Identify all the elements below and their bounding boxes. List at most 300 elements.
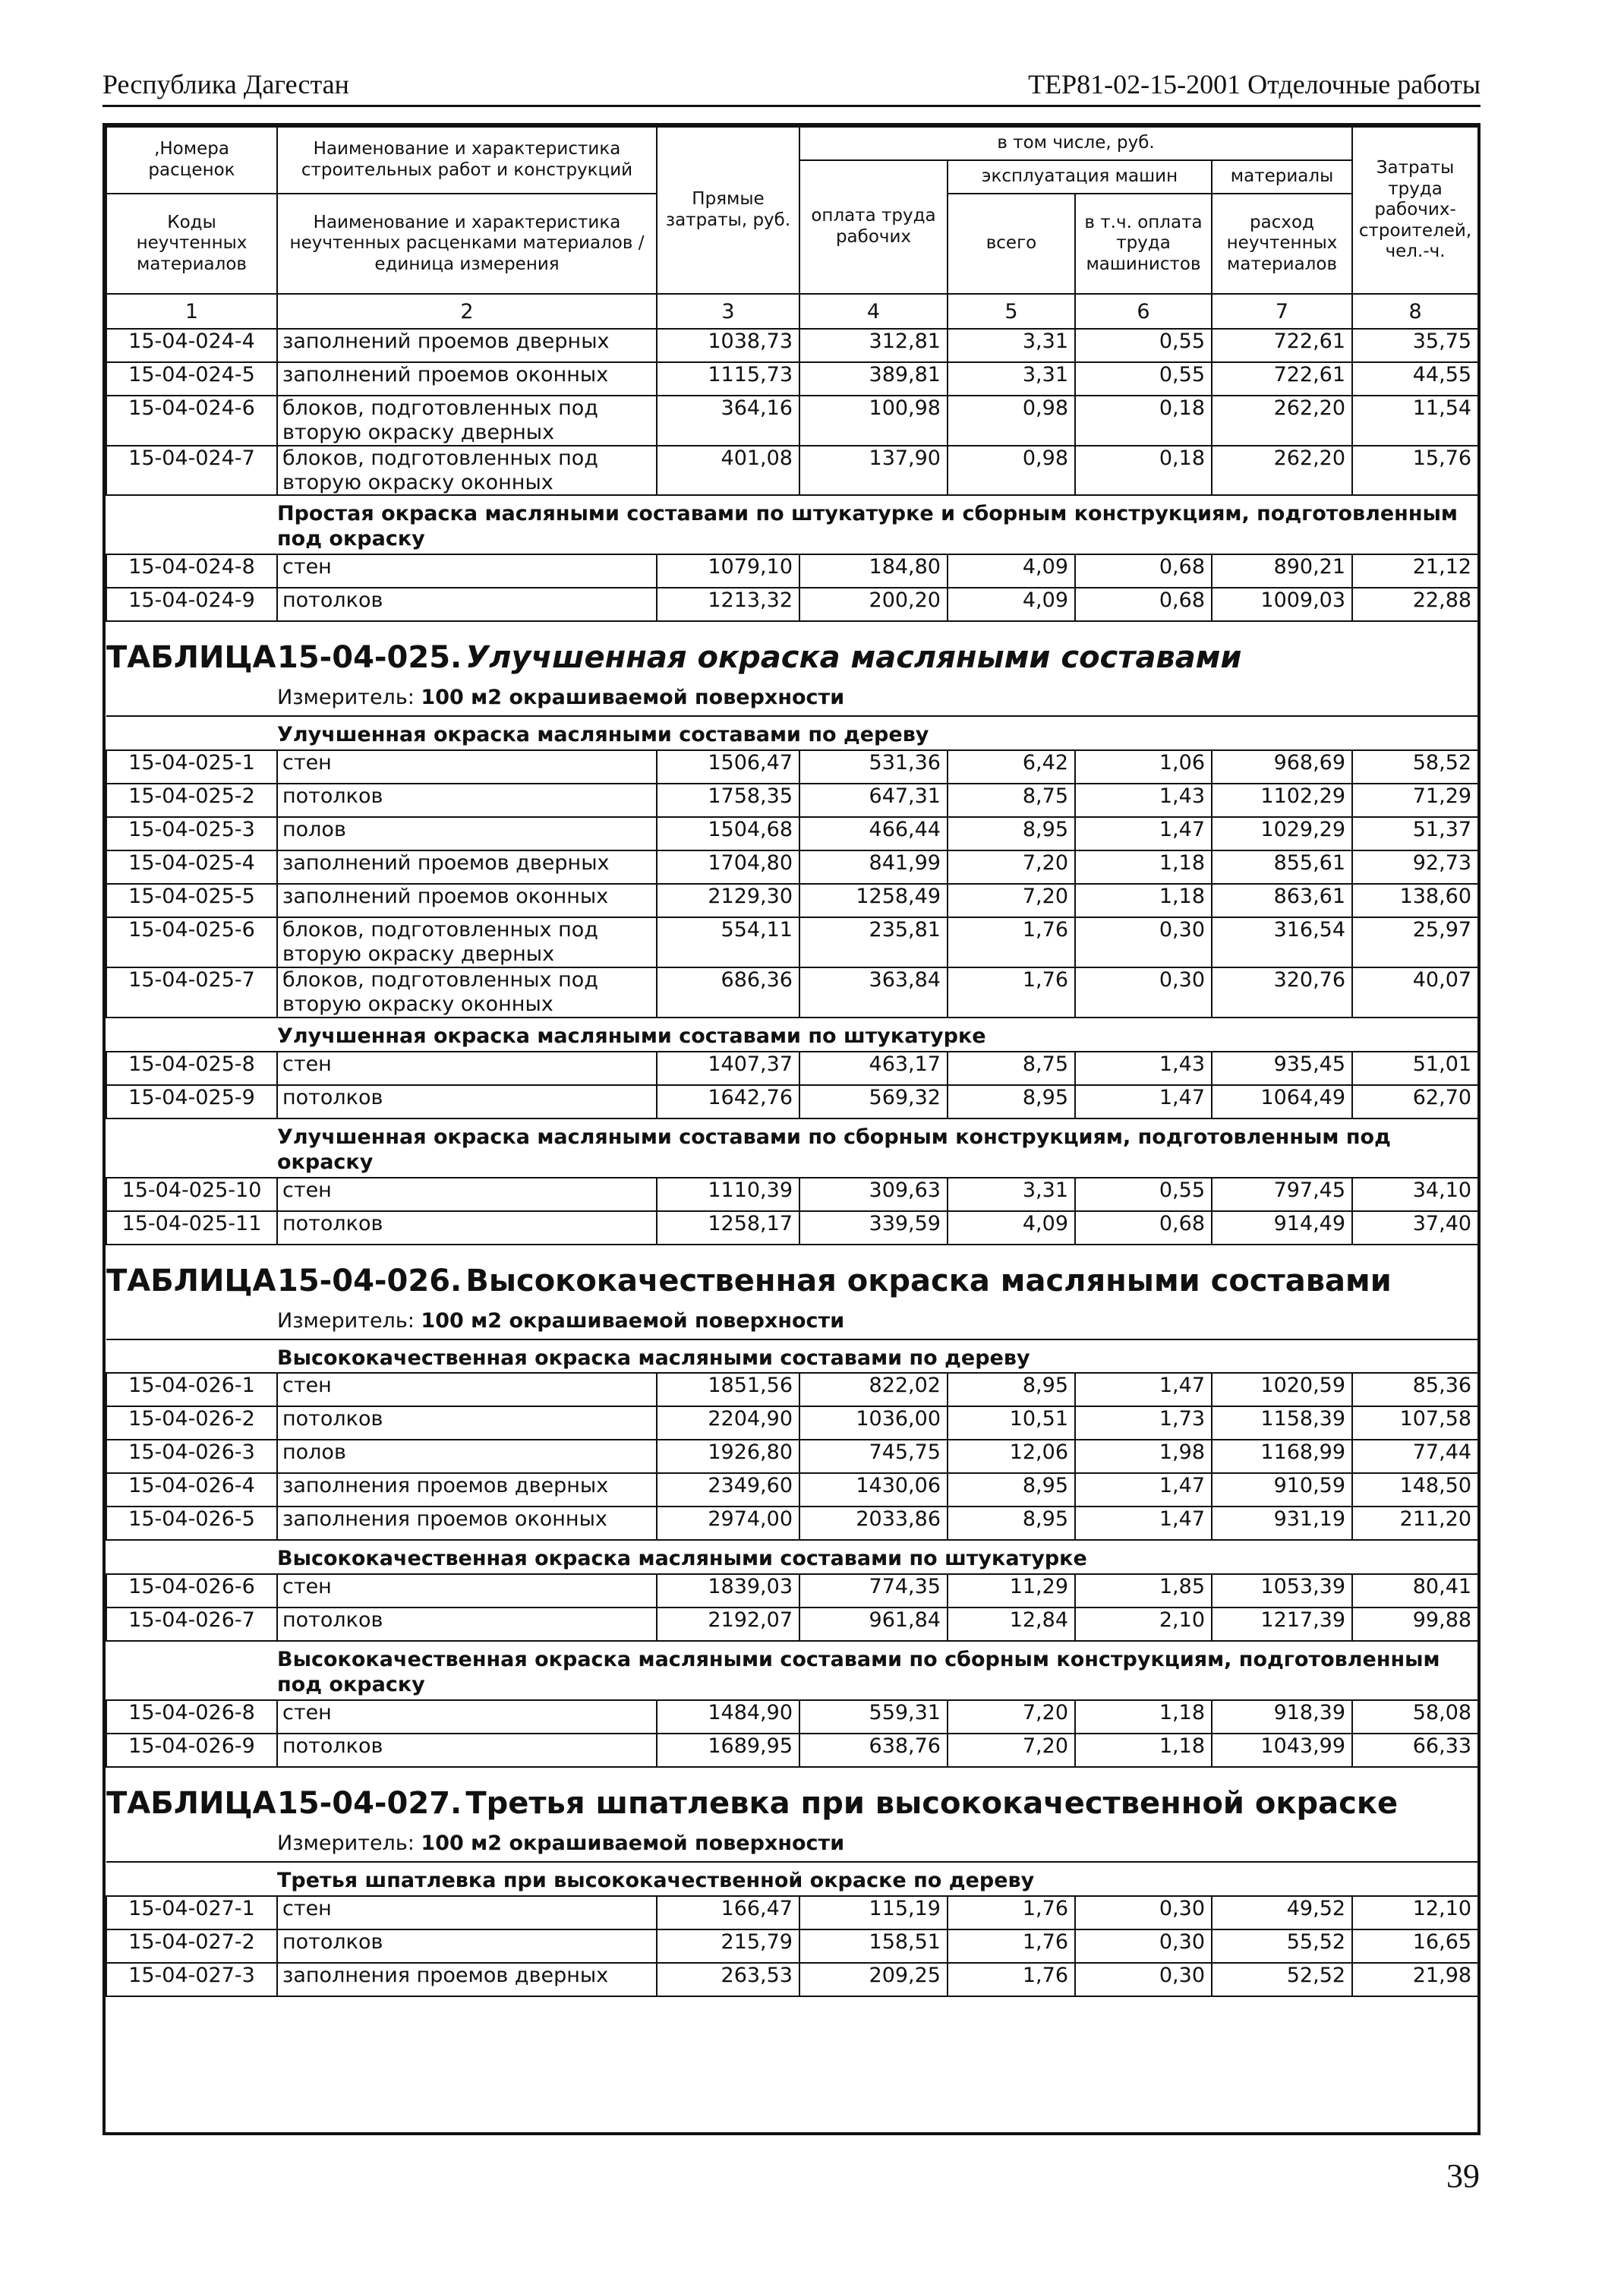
labor-hours-value: 62,70 (1352, 1085, 1478, 1118)
labor-pay-value: 559,31 (799, 1700, 948, 1734)
rate-row (106, 1507, 1478, 1540)
machines-total-value: 8,95 (948, 1507, 1075, 1540)
machinists-pay-value: 1,73 (1075, 1406, 1212, 1440)
work-name: потолков (277, 1085, 657, 1118)
rate-code: 15-04-026-8 (106, 1700, 277, 1734)
materials-value: 49,52 (1212, 1896, 1352, 1929)
region-name: Республика Дагестан (102, 69, 349, 99)
machinists-pay-value: 0,68 (1075, 554, 1212, 588)
section-heading: Улучшенная окраска масляными составами по штукатурке (277, 1018, 1478, 1052)
machinists-pay-value: 1,47 (1075, 1507, 1212, 1540)
header-machines-total: всего (948, 194, 1075, 294)
materials-value: 1020,59 (1212, 1373, 1352, 1406)
materials-value: 1053,39 (1212, 1574, 1352, 1608)
column-number: 1 (106, 294, 277, 329)
table-name: Высококачественная окраска масляными составами (465, 1263, 1392, 1298)
machinists-pay-value: 1,06 (1075, 750, 1212, 784)
rate-code: 15-04-027-1 (106, 1896, 277, 1929)
direct-costs-value: 2129,30 (657, 884, 799, 917)
labor-pay-value: 339,59 (799, 1211, 948, 1245)
machines-total-value: 8,95 (948, 1373, 1075, 1406)
machinists-pay-value: 0,68 (1075, 588, 1212, 621)
header-labor-pay: оплата труда рабочих (799, 160, 948, 294)
machinists-pay-value: 0,30 (1075, 967, 1212, 1018)
labor-pay-value: 309,63 (799, 1178, 948, 1211)
rate-code: 15-04-026-3 (106, 1440, 277, 1473)
work-name: блоков, подготовленных под вторую окраску оконных (277, 446, 657, 496)
rate-code: 15-04-024-5 (106, 362, 277, 396)
direct-costs-value: 2204,90 (657, 1406, 799, 1440)
labor-hours-value: 51,37 (1352, 817, 1478, 850)
column-number: 5 (948, 294, 1075, 329)
labor-pay-value: 463,17 (799, 1052, 948, 1085)
work-name: потолков (277, 588, 657, 621)
machinists-pay-value: 1,43 (1075, 784, 1212, 817)
labor-pay-value: 638,76 (799, 1734, 948, 1767)
machinists-pay-value: 0,30 (1075, 1929, 1212, 1963)
labor-hours-value: 77,44 (1352, 1440, 1478, 1473)
labor-pay-value: 466,44 (799, 817, 948, 850)
rate-code: 15-04-026-7 (106, 1608, 277, 1641)
labor-hours-value: 148,50 (1352, 1473, 1478, 1507)
page-number: 39 (1446, 2157, 1480, 2194)
section-heading-row (106, 1862, 1478, 1896)
meter-row (106, 1306, 1478, 1339)
header-machine-operation: эксплуатация машин (948, 160, 1212, 194)
machines-total-value: 7,20 (948, 884, 1075, 917)
materials-value: 890,21 (1212, 554, 1352, 588)
rate-row (106, 1700, 1478, 1734)
section-heading: Третья шпатлевка при высококачественной окраске по дереву (277, 1862, 1478, 1896)
materials-value: 863,61 (1212, 884, 1352, 917)
direct-costs-value: 1407,37 (657, 1052, 799, 1085)
rate-code: 15-04-026-1 (106, 1373, 277, 1406)
labor-hours-value: 44,55 (1352, 362, 1478, 396)
table-title-row (106, 1245, 1478, 1306)
header-rate-numbers: ,Номера расценок (106, 127, 277, 194)
section-heading: Простая окраска масляными составами по штукатурке и сборным конструкциям, подготовленным под окраску (277, 495, 1478, 554)
direct-costs-value: 1079,10 (657, 554, 799, 588)
machines-total-value: 1,76 (948, 1929, 1075, 1963)
labor-hours-value: 21,12 (1352, 554, 1478, 588)
section-spacer (106, 495, 277, 554)
machines-total-value: 12,84 (948, 1608, 1075, 1641)
materials-value: 935,45 (1212, 1052, 1352, 1085)
materials-value: 797,45 (1212, 1178, 1352, 1211)
meter-value: 100 м2 окрашиваемой поверхности (421, 686, 845, 710)
machinists-pay-value: 1,43 (1075, 1052, 1212, 1085)
direct-costs-value: 554,11 (657, 917, 799, 967)
direct-costs-value: 263,53 (657, 1963, 799, 1996)
rate-code: 15-04-026-5 (106, 1507, 277, 1540)
machines-total-value: 6,42 (948, 750, 1075, 784)
rate-code: 15-04-024-7 (106, 446, 277, 496)
direct-costs-value: 2974,00 (657, 1507, 799, 1540)
work-name: стен (277, 1700, 657, 1734)
work-name: заполнений проемов дверных (277, 329, 657, 362)
machinists-pay-value: 0,55 (1075, 362, 1212, 396)
meter-row (106, 1828, 1478, 1862)
labor-hours-value: 16,65 (1352, 1929, 1478, 1963)
work-name: заполнения проемов дверных (277, 1963, 657, 1996)
labor-pay-value: 184,80 (799, 554, 948, 588)
rate-row (106, 396, 1478, 446)
rate-code: 15-04-026-2 (106, 1406, 277, 1440)
machinists-pay-value: 1,85 (1075, 1574, 1212, 1608)
meter (277, 683, 1478, 716)
machines-total-value: 3,31 (948, 1178, 1075, 1211)
materials-value: 1029,29 (1212, 817, 1352, 850)
rates-table (106, 126, 1479, 1997)
work-name: стен (277, 1178, 657, 1211)
machines-total-value: 12,06 (948, 1440, 1075, 1473)
materials-value: 914,49 (1212, 1211, 1352, 1245)
rate-code: 15-04-025-3 (106, 817, 277, 850)
table-number: 15-04-025. (277, 640, 462, 676)
meter-row (106, 683, 1478, 716)
rate-code: 15-04-026-9 (106, 1734, 277, 1767)
materials-value: 722,61 (1212, 362, 1352, 396)
section-heading-row (106, 1118, 1478, 1178)
labor-hours-value: 58,52 (1352, 750, 1478, 784)
labor-pay-value: 822,02 (799, 1373, 948, 1406)
labor-pay-value: 531,36 (799, 750, 948, 784)
work-name: потолков (277, 1608, 657, 1641)
labor-pay-value: 961,84 (799, 1608, 948, 1641)
section-heading-row (106, 1641, 1478, 1700)
labor-pay-value: 115,19 (799, 1896, 948, 1929)
rate-row (106, 1178, 1478, 1211)
rate-row (106, 329, 1478, 362)
work-name: потолков (277, 784, 657, 817)
table-title (106, 1245, 1478, 1306)
machinists-pay-value: 1,47 (1075, 1373, 1212, 1406)
labor-pay-value: 647,31 (799, 784, 948, 817)
header-work-name: Наименование и характеристика строительных работ и конструкций (277, 127, 657, 194)
work-name: полов (277, 817, 657, 850)
materials-value: 918,39 (1212, 1700, 1352, 1734)
rate-row (106, 1608, 1478, 1641)
column-number: 3 (657, 294, 799, 329)
materials-value: 1168,99 (1212, 1440, 1352, 1473)
machinists-pay-value: 1,47 (1075, 817, 1212, 850)
machinists-pay-value: 1,98 (1075, 1440, 1212, 1473)
labor-pay-value: 1430,06 (799, 1473, 948, 1507)
labor-pay-value: 774,35 (799, 1574, 948, 1608)
table-title-row (106, 621, 1478, 683)
labor-hours-value: 66,33 (1352, 1734, 1478, 1767)
machinists-pay-value: 2,10 (1075, 1608, 1212, 1641)
direct-costs-value: 215,79 (657, 1929, 799, 1963)
rate-code: 15-04-025-2 (106, 784, 277, 817)
direct-costs-value: 1484,90 (657, 1700, 799, 1734)
work-name: стен (277, 554, 657, 588)
machinists-pay-value: 0,55 (1075, 1178, 1212, 1211)
materials-value: 52,52 (1212, 1963, 1352, 1996)
labor-pay-value: 137,90 (799, 446, 948, 496)
rate-row (106, 1440, 1478, 1473)
direct-costs-value: 1038,73 (657, 329, 799, 362)
labor-pay-value: 745,75 (799, 1440, 948, 1473)
direct-costs-value: 1258,17 (657, 1211, 799, 1245)
rate-code: 15-04-025-6 (106, 917, 277, 967)
machines-total-value: 3,31 (948, 362, 1075, 396)
materials-value: 1009,03 (1212, 588, 1352, 621)
machines-total-value: 1,76 (948, 1963, 1075, 1996)
section-spacer (106, 716, 277, 750)
labor-hours-value: 25,97 (1352, 917, 1478, 967)
machines-total-value: 4,09 (948, 1211, 1075, 1245)
labor-hours-value: 15,76 (1352, 446, 1478, 496)
section-heading-row (106, 1339, 1478, 1374)
rates-table-frame (102, 123, 1481, 2135)
materials-value: 968,69 (1212, 750, 1352, 784)
table-name: Улучшенная окраска масляными составами (465, 640, 1242, 676)
rate-row (106, 1734, 1478, 1767)
machinists-pay-value: 1,18 (1075, 1734, 1212, 1767)
meter-value: 100 м2 окрашиваемой поверхности (421, 1308, 845, 1333)
machinists-pay-value: 0,55 (1075, 329, 1212, 362)
materials-value: 262,20 (1212, 396, 1352, 446)
direct-costs-value: 1213,32 (657, 588, 799, 621)
rate-row (106, 1929, 1478, 1963)
work-name: стен (277, 1052, 657, 1085)
section-heading: Улучшенная окраска масляными составами по дереву (277, 716, 1478, 750)
column-number: 6 (1075, 294, 1212, 329)
rate-code: 15-04-026-4 (106, 1473, 277, 1507)
rate-code: 15-04-025-8 (106, 1052, 277, 1085)
direct-costs-value: 1758,35 (657, 784, 799, 817)
materials-value: 320,76 (1212, 967, 1352, 1018)
labor-hours-value: 92,73 (1352, 850, 1478, 884)
machines-total-value: 10,51 (948, 1406, 1075, 1440)
direct-costs-value: 1704,80 (657, 850, 799, 884)
labor-hours-value: 138,60 (1352, 884, 1478, 917)
meter-spacer (106, 1306, 277, 1339)
rate-row (106, 1574, 1478, 1608)
work-name: потолков (277, 1406, 657, 1440)
meter (277, 1306, 1478, 1339)
labor-pay-value: 100,98 (799, 396, 948, 446)
rate-code: 15-04-025-5 (106, 884, 277, 917)
column-number: 8 (1352, 294, 1478, 329)
meter-value: 100 м2 окрашиваемой поверхности (421, 1832, 845, 1856)
work-name: потолков (277, 1734, 657, 1767)
machines-total-value: 4,09 (948, 554, 1075, 588)
labor-pay-value: 200,20 (799, 588, 948, 621)
labor-hours-value: 80,41 (1352, 1574, 1478, 1608)
work-name: заполнений проемов оконных (277, 884, 657, 917)
rate-code: 15-04-025-11 (106, 1211, 277, 1245)
meter-label: Измеритель: (277, 1308, 415, 1333)
meter-spacer (106, 1828, 277, 1862)
rate-row (106, 1211, 1478, 1245)
section-heading: Улучшенная окраска масляными составами по сборным конструкциям, подготовленным под окраску (277, 1118, 1478, 1178)
machinists-pay-value: 0,30 (1075, 1963, 1212, 1996)
machines-total-value: 4,09 (948, 588, 1075, 621)
rate-row (106, 1052, 1478, 1085)
table-label: ТАБЛИЦА (106, 1786, 276, 1822)
machinists-pay-value: 1,18 (1075, 850, 1212, 884)
labor-hours-value: 51,01 (1352, 1052, 1478, 1085)
machinists-pay-value: 1,18 (1075, 884, 1212, 917)
labor-hours-value: 107,58 (1352, 1406, 1478, 1440)
rates-table-body (106, 127, 1478, 1996)
labor-pay-value: 209,25 (799, 1963, 948, 1996)
labor-hours-value: 58,08 (1352, 1700, 1478, 1734)
materials-value: 1217,39 (1212, 1608, 1352, 1641)
labor-hours-value: 99,88 (1352, 1608, 1478, 1641)
header-row-1 (106, 127, 1478, 160)
machines-total-value: 7,20 (948, 1734, 1075, 1767)
section-spacer (106, 1862, 277, 1896)
labor-pay-value: 1036,00 (799, 1406, 948, 1440)
work-name: потолков (277, 1211, 657, 1245)
direct-costs-value: 1839,03 (657, 1574, 799, 1608)
column-number: 7 (1212, 294, 1352, 329)
labor-pay-value: 841,99 (799, 850, 948, 884)
work-name: заполнения проемов оконных (277, 1507, 657, 1540)
labor-hours-value: 12,10 (1352, 1896, 1478, 1929)
table-title-row (106, 1767, 1478, 1828)
rate-code: 15-04-024-6 (106, 396, 277, 446)
machines-total-value: 0,98 (948, 396, 1075, 446)
page-header (102, 62, 1481, 107)
rate-code: 15-04-025-9 (106, 1085, 277, 1118)
table-title (106, 621, 1478, 683)
materials-value: 931,19 (1212, 1507, 1352, 1540)
column-number: 4 (799, 294, 948, 329)
header-machinists-pay: в т.ч. оплата труда машинистов (1075, 194, 1212, 294)
machinists-pay-value: 1,47 (1075, 1473, 1212, 1507)
labor-pay-value: 363,84 (799, 967, 948, 1018)
rate-code: 15-04-025-4 (106, 850, 277, 884)
table-label: ТАБЛИЦА (106, 1263, 276, 1298)
meter-label: Измеритель: (277, 686, 415, 710)
machines-total-value: 0,98 (948, 446, 1075, 496)
machinists-pay-value: 0,30 (1075, 917, 1212, 967)
rate-row (106, 850, 1478, 884)
column-number: 2 (277, 294, 657, 329)
direct-costs-value: 364,16 (657, 396, 799, 446)
labor-hours-value: 40,07 (1352, 967, 1478, 1018)
section-heading: Высококачественная окраска масляными составами по сборным конструкциям, подготовленным под окраску (277, 1641, 1478, 1700)
machines-total-value: 7,20 (948, 1700, 1075, 1734)
rate-row (106, 1896, 1478, 1929)
rate-row (106, 884, 1478, 917)
labor-pay-value: 569,32 (799, 1085, 948, 1118)
labor-pay-value: 158,51 (799, 1929, 948, 1963)
machinists-pay-value: 0,30 (1075, 1896, 1212, 1929)
work-name: стен (277, 1574, 657, 1608)
header-labor-hours: Затраты труда рабочих-строителей, чел.-ч. (1352, 127, 1478, 294)
labor-hours-value: 71,29 (1352, 784, 1478, 817)
labor-hours-value: 21,98 (1352, 1963, 1478, 1996)
work-name: заполнений проемов дверных (277, 850, 657, 884)
direct-costs-value: 1506,47 (657, 750, 799, 784)
direct-costs-value: 1115,73 (657, 362, 799, 396)
rate-row (106, 1085, 1478, 1118)
machines-total-value: 8,95 (948, 1473, 1075, 1507)
labor-hours-value: 35,75 (1352, 329, 1478, 362)
labor-hours-value: 22,88 (1352, 588, 1478, 621)
rate-row (106, 446, 1478, 496)
machines-total-value: 3,31 (948, 329, 1075, 362)
rate-code: 15-04-025-1 (106, 750, 277, 784)
rate-row (106, 1406, 1478, 1440)
labor-pay-value: 235,81 (799, 917, 948, 967)
machines-total-value: 1,76 (948, 1896, 1075, 1929)
labor-pay-value: 1258,49 (799, 884, 948, 917)
materials-value: 855,61 (1212, 850, 1352, 884)
work-name: полов (277, 1440, 657, 1473)
direct-costs-value: 2192,07 (657, 1608, 799, 1641)
direct-costs-value: 1689,95 (657, 1734, 799, 1767)
table-label: ТАБЛИЦА (106, 640, 276, 676)
materials-value: 55,52 (1212, 1929, 1352, 1963)
rate-code: 15-04-026-6 (106, 1574, 277, 1608)
machinists-pay-value: 0,18 (1075, 396, 1212, 446)
table-number: 15-04-026. (277, 1263, 462, 1298)
header-materials: материалы (1212, 160, 1352, 194)
machines-total-value: 8,95 (948, 1085, 1075, 1118)
labor-pay-value: 312,81 (799, 329, 948, 362)
work-name: блоков, подготовленных под вторую окраску дверных (277, 396, 657, 446)
materials-value: 1064,49 (1212, 1085, 1352, 1118)
rate-code: 15-04-027-3 (106, 1963, 277, 1996)
section-heading-row (106, 1018, 1478, 1052)
table-title (106, 1767, 1478, 1828)
labor-pay-value: 389,81 (799, 362, 948, 396)
labor-hours-value: 211,20 (1352, 1507, 1478, 1540)
work-name: блоков, подготовленных под вторую окраску оконных (277, 967, 657, 1018)
direct-costs-value: 1851,56 (657, 1373, 799, 1406)
machines-total-value: 7,20 (948, 850, 1075, 884)
document-code: ТЕР81-02-15-2001 Отделочные работы (1028, 69, 1481, 99)
rate-row (106, 750, 1478, 784)
work-name: заполнения проемов дверных (277, 1473, 657, 1507)
column-numbers-row (106, 294, 1478, 329)
materials-value: 1102,29 (1212, 784, 1352, 817)
direct-costs-value: 1642,76 (657, 1085, 799, 1118)
direct-costs-value: 1110,39 (657, 1178, 799, 1211)
section-spacer (106, 1339, 277, 1374)
machines-total-value: 11,29 (948, 1574, 1075, 1608)
labor-hours-value: 37,40 (1352, 1211, 1478, 1245)
machines-total-value: 8,95 (948, 817, 1075, 850)
work-name: стен (277, 1896, 657, 1929)
labor-hours-value: 85,36 (1352, 1373, 1478, 1406)
rate-code: 15-04-025-7 (106, 967, 277, 1018)
materials-value: 1043,99 (1212, 1734, 1352, 1767)
machines-total-value: 1,76 (948, 967, 1075, 1018)
rate-row (106, 1963, 1478, 1996)
machinists-pay-value: 0,68 (1075, 1211, 1212, 1245)
work-name: стен (277, 750, 657, 784)
work-name: стен (277, 1373, 657, 1406)
direct-costs-value: 1926,80 (657, 1440, 799, 1473)
section-heading: Высококачественная окраска масляными составами по дереву (277, 1339, 1478, 1374)
direct-costs-value: 1504,68 (657, 817, 799, 850)
direct-costs-value: 686,36 (657, 967, 799, 1018)
labor-hours-value: 34,10 (1352, 1178, 1478, 1211)
rate-row (106, 588, 1478, 621)
direct-costs-value: 401,08 (657, 446, 799, 496)
machinists-pay-value: 0,18 (1075, 446, 1212, 496)
header-material-consumption: расход неучтенных материалов (1212, 194, 1352, 294)
meter-label: Измеритель: (277, 1832, 415, 1856)
section-spacer (106, 1540, 277, 1574)
